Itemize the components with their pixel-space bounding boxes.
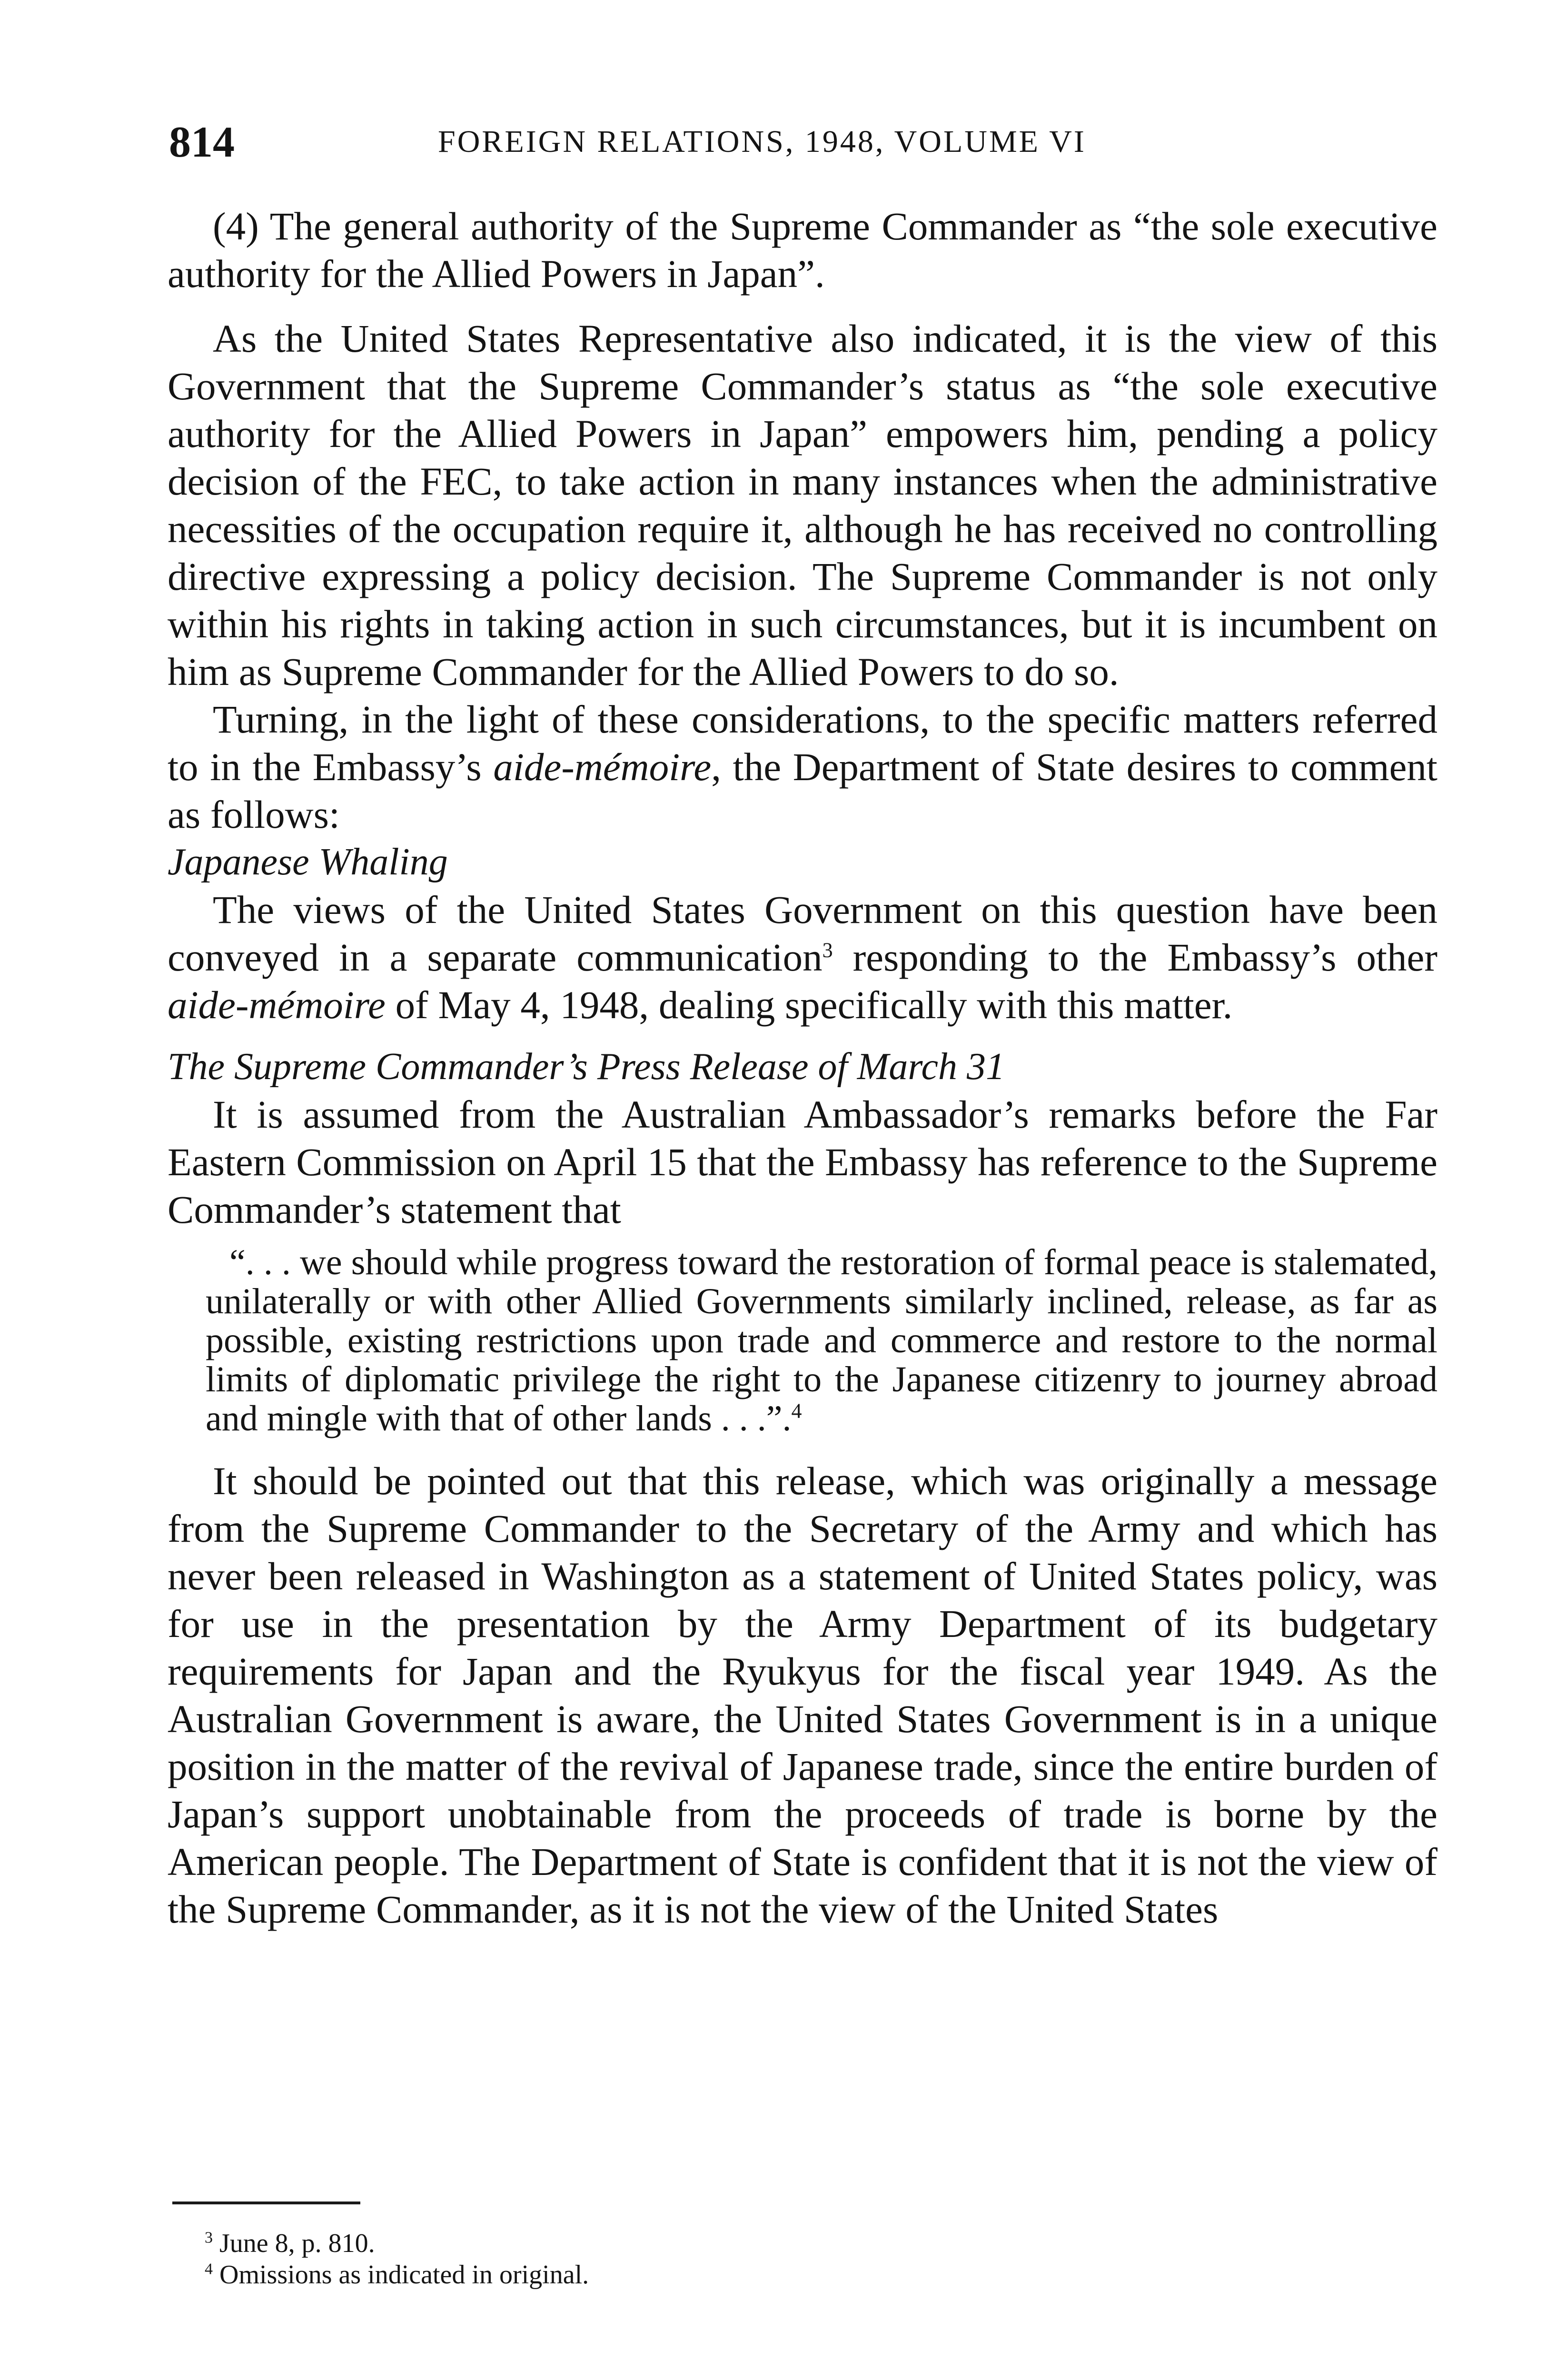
- paragraph-2: As the United States Representative also indicated, it is the view of this Government that the Supreme Commander’s status as “the sole executive authority for the Allied Powers in Japan” empowers him, pending a policy decision of the FEC, to take action in many instances when the administrative necessities of the occupation require it, although he has received no controlling directive expressing a policy decision. The Supreme Commander is not only within his rights in taking action in such circumstances, but it is incumbent on him as Supreme Commander for the Allied Powers to do so.: [168, 317, 1437, 694]
- footnote-reference-4: 4: [791, 1399, 802, 1423]
- paragraph-5: It is assumed from the Australian Ambassador’s remarks before the Far Eastern Commission on April 15 that the Embassy has reference to the Supreme Commander’s statement that: [168, 1092, 1437, 1231]
- paragraph-1: (4) The general authority of the Supreme Commander as “the sole executive authority for the Allied Powers in Japan”.: [168, 204, 1437, 296]
- paragraph-3-text-end: , the Department of State desires to comment as follows:: [168, 745, 1437, 836]
- footnote-text: Omissions as indicated in original.: [219, 2260, 589, 2290]
- section-heading-japanese-whaling: Japanese Whaling: [168, 841, 448, 883]
- footnote-mark: 4: [205, 2260, 213, 2278]
- footnote-divider: [172, 2202, 360, 2204]
- footnote-reference-3: 3: [822, 938, 833, 962]
- block-quote: [168, 1243, 1437, 1438]
- aide-memoire-italic: aide-mémoire: [493, 745, 712, 789]
- footnote-4: [205, 2259, 1433, 2291]
- footnote-mark: 3: [205, 2229, 213, 2247]
- main-text: [168, 202, 1437, 1933]
- page-header: [169, 113, 1435, 170]
- paragraph-4-text-mid: responding to the Embassy’s other: [832, 935, 1437, 979]
- paragraph-3: [168, 695, 1437, 838]
- page-number: 814: [169, 118, 235, 166]
- paragraph-3-text-start: Turning, in the light of these considerations, to the specific matters referred to in the Embassy’s: [168, 697, 1437, 789]
- block-quote-text: “. . . we should while progress toward the restoration of formal peace is stalemated, unilaterally or with other Allied Governments similarly inclined, release, as far as possible, existing restrictions upon trade and commerce and restore to the normal limits of diplomatic privilege the right to the Japanese citizenry to journey abroad and mingle with that of other lands . . .”.: [206, 1242, 1437, 1438]
- running-head: FOREIGN RELATIONS, 1948, VOLUME VI: [438, 124, 1086, 159]
- paragraph-4-text-end: of May 4, 1948, dealing specifically with this matter.: [385, 983, 1233, 1027]
- section-heading-press-release: The Supreme Commander’s Press Release of March 31: [168, 1046, 1005, 1088]
- footnotes: [205, 2228, 1433, 2291]
- paragraph-6: It should be pointed out that this release, which was originally a message from the Supreme Commander to the Secretary of the Army and which has never been released in Washington as a statement of United States policy, was for use in the presentation by the Army Department of its budgetary requirements for Japan and the Ryukyus for the fiscal year 1949. As the Australian Government is aware, the United States Government is in a unique position in the matter of the revival of Japanese trade, since the entire burden of Japan’s support unobtainable from the proceeds of trade is borne by the American people. The Department of State is confident that it is not the view of the Supreme Commander, as it is not the view of the United States: [168, 1459, 1437, 1931]
- paragraph-4-text-start: The views of the United States Government on this question have been conveyed in a separate communication: [168, 888, 1437, 979]
- footnote-3: [205, 2228, 1433, 2259]
- paragraph-4: [168, 886, 1437, 1029]
- aide-memoire-italic-2: aide-mémoire: [168, 983, 386, 1027]
- footnote-text: June 8, p. 810.: [219, 2229, 375, 2258]
